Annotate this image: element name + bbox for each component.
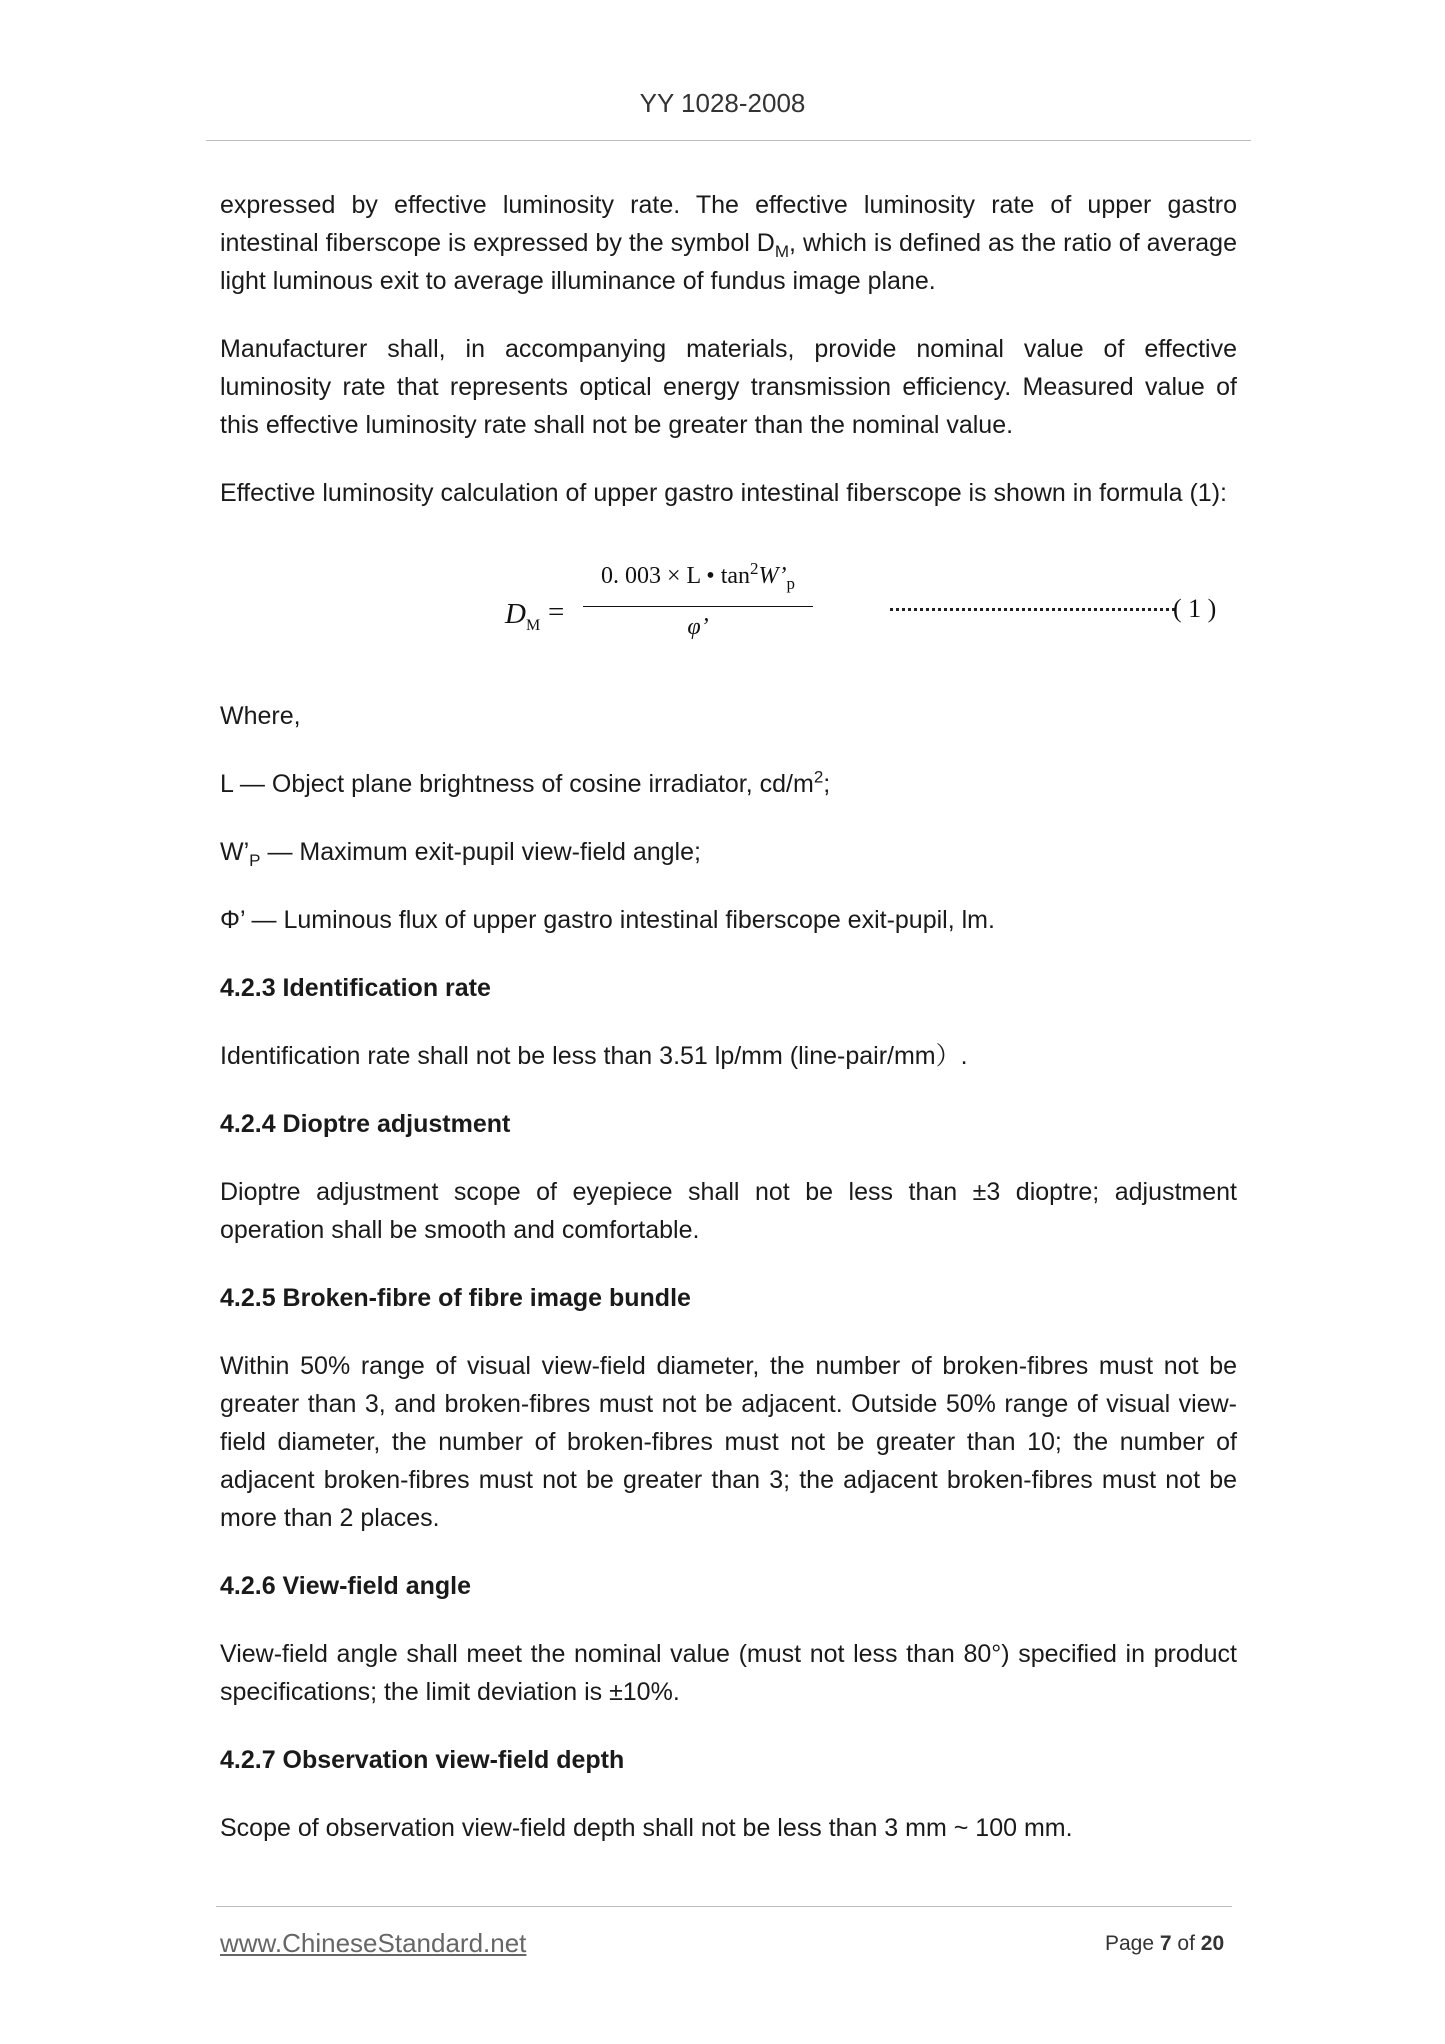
page-header: YY 1028-2008	[639, 88, 806, 118]
body-4-2-5: Within 50% range of visual view-field diameter, the number of broken-fibres must not be greater than 3, and broken-fibres must not be adjacent. Outside 50% range of visual view-field diameter, the number of broken-fibres must not be greater than 10; the number of adjacent broken-fibres must not be greater than 3; the adjacent broken-fibres must not be more than 2 places.	[220, 1352, 1237, 1532]
heading-4-2-7: 4.2.7 Observation view-field depth	[220, 1746, 625, 1774]
website-link[interactable]: www.ChineseStandard.net	[220, 1928, 527, 1958]
heading-4-2-4: 4.2.4 Dioptre adjustment	[220, 1110, 511, 1138]
formula-denominator: φ’	[687, 614, 709, 640]
formula-numerator: 0. 003 × L • $\tan^2W’_p$	[600, 559, 795, 593]
definition-phi: Φ’ — Luminous flux of upper gastro intestinal fiberscope exit-pupil, lm.	[220, 906, 995, 934]
dot-leader	[890, 596, 1175, 611]
footer-divider	[216, 1906, 1232, 1907]
formula-number: ( 1 )	[1173, 594, 1217, 623]
fraction-bar	[583, 606, 813, 607]
page-number: Page 7 of 20	[1105, 1932, 1225, 1955]
definition-W: $W’_P$ — Maximum exit-pupil view-field angle;	[220, 838, 701, 870]
header-divider	[206, 140, 1251, 141]
formula-equals: =	[548, 596, 565, 628]
formula-1	[485, 560, 1245, 660]
heading-4-2-5: 4.2.5 Broken-fibre of fibre image bundle	[220, 1284, 691, 1312]
paragraph-nominal-value: Manufacturer shall, in accompanying materials, provide nominal value of effective luminosity rate that represents optical energy transmission efficiency. Measured value of this effective luminosity rate shall not be greater than the nominal value.	[220, 335, 1237, 439]
paragraph-formula-intro: Effective luminosity calculation of upper gastro intestinal fiberscope is shown in formula (1):	[220, 479, 1227, 507]
heading-4-2-6: 4.2.6 View-field angle	[220, 1572, 472, 1600]
body-4-2-3: Identification rate shall not be less than 3.51 lp/mm (line-pair/mm）.	[220, 1042, 968, 1070]
body-4-2-4: Dioptre adjustment scope of eyepiece shall not be less than ±3 dioptre; adjustment operation shall be smooth and comfortable.	[220, 1178, 1237, 1244]
formula-lhs: $D_M$	[505, 598, 541, 634]
body-4-2-7: Scope of observation view-field depth shall not be less than 3 mm ~ 100 mm.	[220, 1814, 1073, 1842]
heading-4-2-3: 4.2.3 Identification rate	[220, 974, 491, 1002]
where-label: Where,	[220, 702, 301, 730]
body-4-2-6: View-field angle shall meet the nominal value (must not less than 80°) specified in product specifications; the limit deviation is ±10%.	[220, 1640, 1237, 1706]
definition-L: L — Object plane brightness of cosine irradiator, $cd/m^2$;	[220, 767, 831, 798]
paragraph-luminosity-definition: expressed by effective luminosity rate. The effective luminosity rate of upper gastro intestinal fiberscope is expressed by the symbol $D_M$, which is defined as the ratio of average light luminous exit to average illuminance of fundus image plane.	[220, 191, 1237, 295]
